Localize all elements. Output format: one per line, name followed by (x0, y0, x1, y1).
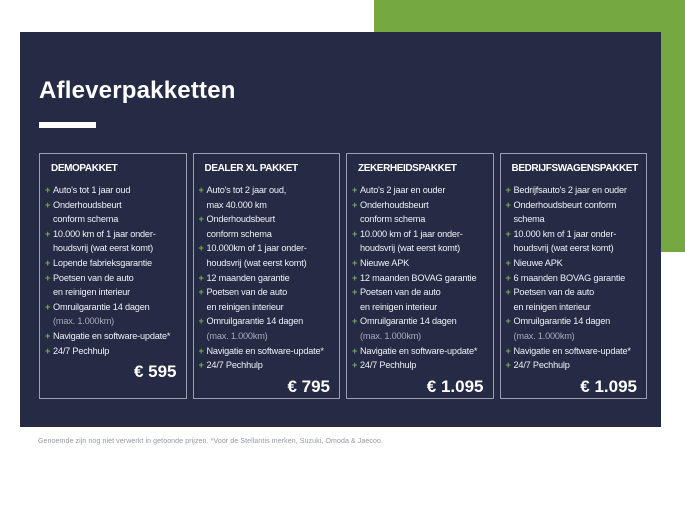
package-item (199, 358, 334, 373)
item-line: en reinigen interieur (206, 301, 284, 312)
page-title: Afleverpakketten (39, 77, 236, 104)
item-lines (360, 285, 487, 314)
item-line: Onderhoudsbeurt (206, 214, 276, 225)
plus-bullet-icon: + (352, 199, 358, 210)
plus-bullet-icon: + (45, 185, 51, 195)
item-line: 24/7 Pechhulp (360, 360, 417, 371)
item-line: 10.000 km of 1 jaar onder- (513, 228, 617, 239)
package-item (506, 285, 641, 314)
package-item (352, 344, 487, 359)
package-item (352, 358, 487, 373)
plus-bullet-icon: + (45, 199, 51, 210)
plus-bullet-icon: + (198, 243, 204, 254)
item-line: conform schema (360, 214, 426, 225)
package-item (199, 241, 334, 270)
package-card (39, 153, 187, 399)
item-line: (max. 1.000km) (206, 330, 268, 341)
package-item (352, 314, 487, 343)
plus-bullet-icon: + (352, 185, 358, 195)
item-lines (207, 285, 334, 314)
package-item (506, 271, 641, 286)
item-line: Nieuwe APK (513, 257, 563, 268)
item-line: houdsvrij (wat eerst komt) (360, 243, 460, 254)
plus-bullet-icon: + (505, 199, 511, 210)
item-line: Omruilgarantie 14 dagen (53, 301, 150, 312)
item-lines (514, 314, 641, 343)
item-lines (53, 183, 180, 198)
item-lines (360, 358, 487, 373)
plus-bullet-icon: + (45, 257, 51, 268)
item-line: Omruilgarantie 14 dagen (360, 316, 457, 327)
item-line: Nieuwe APK (360, 257, 410, 268)
packages-row (39, 153, 647, 399)
package-item (352, 256, 487, 271)
item-lines (207, 271, 334, 286)
plus-bullet-icon: + (198, 185, 204, 195)
plus-bullet-icon: + (198, 272, 204, 283)
item-lines (53, 227, 180, 256)
item-line: schema (513, 214, 545, 225)
item-line: Omruilgarantie 14 dagen (513, 316, 611, 327)
package-item (352, 227, 487, 256)
item-lines (53, 344, 180, 359)
package-item (199, 183, 334, 212)
plus-bullet-icon: + (45, 345, 51, 356)
footnote: Genoemde zijn nog niet verwerkt in getoonde prijzen. *Voor de Stellantis merken, Suzuki, Omoda & Jaecoo. (38, 438, 384, 445)
item-line: Auto's tot 1 jaar oud (53, 185, 131, 195)
package-item (352, 183, 487, 198)
item-line: 24/7 Pechhulp (206, 360, 263, 371)
package-title: DEMOPAKKET (51, 163, 118, 174)
plus-bullet-icon: + (198, 214, 204, 225)
package-title: ZEKERHEIDSPAKKET (358, 163, 457, 174)
item-lines (360, 227, 487, 256)
package-item (45, 271, 180, 300)
item-line: Poetsen van de auto (513, 287, 594, 298)
item-line: Onderhoudsbeurt conform (513, 199, 617, 210)
package-title: DEALER XL PAKKET (204, 163, 298, 174)
item-line: (max. 1.000km) (360, 330, 422, 341)
package-item (199, 344, 334, 359)
plus-bullet-icon: + (352, 316, 358, 327)
item-line: en reinigen interieur (53, 287, 131, 298)
item-line: 12 maanden BOVAG garantie (360, 272, 477, 283)
plus-bullet-icon: + (45, 272, 51, 283)
package-item (45, 256, 180, 271)
package-item (506, 227, 641, 256)
item-line: Poetsen van de auto (206, 287, 287, 298)
item-lines (514, 271, 641, 286)
plus-bullet-icon: + (352, 360, 358, 371)
package-item (506, 358, 641, 373)
package-item (506, 344, 641, 359)
item-line: 24/7 Pechhulp (513, 360, 570, 371)
plus-bullet-icon: + (505, 228, 511, 239)
item-lines (207, 344, 334, 359)
package-item (45, 300, 180, 329)
package-list (506, 183, 641, 373)
plus-bullet-icon: + (505, 360, 511, 371)
item-lines (360, 183, 487, 198)
package-list (199, 183, 334, 373)
item-lines (514, 358, 641, 373)
item-line: Poetsen van de auto (360, 287, 441, 298)
item-lines (207, 314, 334, 343)
plus-bullet-icon: + (45, 330, 51, 341)
item-line: houdsvrij (wat eerst komt) (53, 243, 153, 254)
item-line: Auto's 2 jaar en ouder (360, 185, 446, 195)
item-line: Onderhoudsbeurt (53, 199, 122, 210)
package-card (193, 153, 341, 399)
plus-bullet-icon: + (505, 287, 511, 298)
item-lines (514, 183, 641, 198)
package-list (45, 183, 180, 358)
package-title: BEDRIJFSWAGENSPAKKET (511, 163, 638, 174)
plus-bullet-icon: + (505, 185, 511, 195)
item-line: Bedrijfsauto's 2 jaar en ouder (513, 185, 627, 195)
package-item (199, 271, 334, 286)
item-line: Onderhoudsbeurt (360, 199, 429, 210)
item-lines (207, 358, 334, 373)
package-item (45, 227, 180, 256)
package-item (199, 314, 334, 343)
item-lines (53, 271, 180, 300)
item-lines (53, 198, 180, 227)
item-line: 10.000km of 1 jaar onder- (206, 243, 307, 254)
package-item (199, 212, 334, 241)
item-line: 12 maanden garantie (206, 272, 290, 283)
item-line: 6 maanden BOVAG garantie (513, 272, 625, 283)
package-list (352, 183, 487, 373)
item-lines (360, 344, 487, 359)
item-lines (514, 227, 641, 256)
package-price: € 595 (133, 362, 177, 382)
item-lines (360, 314, 487, 343)
package-item (506, 314, 641, 343)
item-lines (53, 329, 180, 344)
plus-bullet-icon: + (352, 287, 358, 298)
item-line: max 40.000 km (206, 199, 267, 210)
package-item (506, 198, 641, 227)
item-line: conform schema (206, 228, 272, 239)
item-line: 24/7 Pechhulp (53, 345, 110, 356)
plus-bullet-icon: + (352, 272, 358, 283)
package-item (352, 285, 487, 314)
item-line: 10.000 km of 1 jaar onder- (360, 228, 463, 239)
item-lines (514, 285, 641, 314)
plus-bullet-icon: + (198, 316, 204, 327)
item-line: Auto's tot 2 jaar oud, (206, 185, 287, 195)
item-lines (514, 256, 641, 271)
item-lines (514, 344, 641, 359)
plus-bullet-icon: + (505, 272, 511, 283)
item-lines (207, 183, 334, 212)
item-line: Poetsen van de auto (53, 272, 134, 283)
item-line: 10.000 km of 1 jaar onder- (53, 228, 156, 239)
item-lines (360, 256, 487, 271)
package-item (199, 285, 334, 314)
item-lines (207, 241, 334, 270)
plus-bullet-icon: + (352, 257, 358, 268)
item-line: Navigatie en software-update* (360, 345, 478, 356)
plus-bullet-icon: + (198, 360, 204, 371)
package-item (45, 183, 180, 198)
package-item (45, 198, 180, 227)
package-card (346, 153, 494, 399)
package-item (352, 271, 487, 286)
item-line: houdsvrij (wat eerst komt) (206, 257, 307, 268)
package-item (352, 198, 487, 227)
plus-bullet-icon: + (352, 228, 358, 239)
package-item (506, 256, 641, 271)
package-item (45, 329, 180, 344)
plus-bullet-icon: + (505, 345, 511, 356)
item-lines (360, 271, 487, 286)
package-card (500, 153, 648, 399)
title-underline (39, 122, 96, 128)
item-line: (max. 1.000km) (53, 316, 115, 327)
package-price: € 1.095 (426, 376, 484, 396)
item-line: en reinigen interieur (360, 301, 438, 312)
item-lines (53, 256, 180, 271)
item-lines (360, 198, 487, 227)
plus-bullet-icon: + (45, 228, 51, 239)
item-line: en reinigen interieur (513, 301, 591, 312)
item-line: Navigatie en software-update* (206, 345, 324, 356)
item-lines (207, 212, 334, 241)
package-item (45, 344, 180, 359)
plus-bullet-icon: + (198, 287, 204, 298)
plus-bullet-icon: + (198, 345, 204, 356)
plus-bullet-icon: + (352, 345, 358, 356)
item-line: houdsvrij (wat eerst komt) (513, 243, 614, 254)
item-lines (514, 198, 641, 227)
package-price: € 795 (287, 376, 330, 396)
item-line: conform schema (53, 214, 119, 225)
plus-bullet-icon: + (505, 257, 511, 268)
item-line: Lopende fabrieksgarantie (53, 257, 152, 268)
plus-bullet-icon: + (45, 301, 51, 312)
item-line: Omruilgarantie 14 dagen (206, 316, 304, 327)
item-lines (53, 300, 180, 329)
item-line: (max. 1.000km) (513, 330, 575, 341)
plus-bullet-icon: + (505, 316, 511, 327)
package-price: € 1.095 (580, 376, 637, 396)
item-line: Navigatie en software-update* (513, 345, 631, 356)
item-line: Navigatie en software-update* (53, 330, 171, 341)
content-panel (20, 32, 661, 427)
package-item (506, 183, 641, 198)
